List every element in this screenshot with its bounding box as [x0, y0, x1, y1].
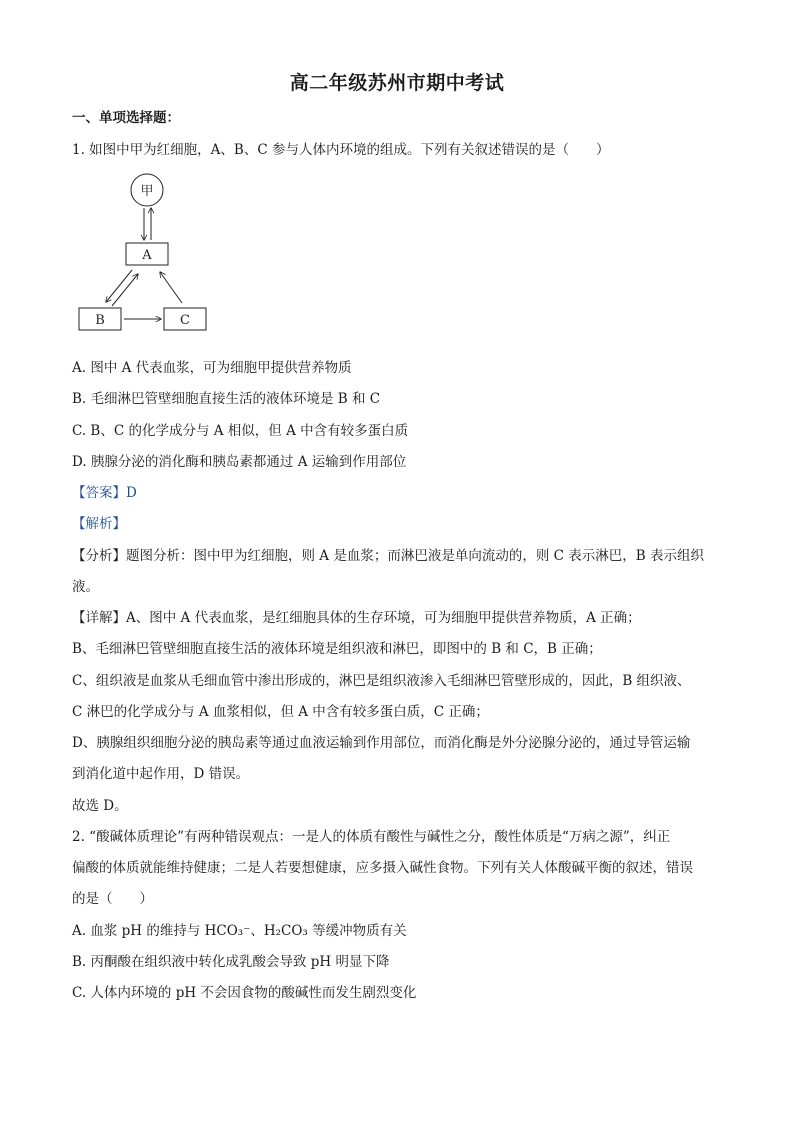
q2-option-b: B. 丙酮酸在组织液中转化成乳酸会导致 pH 明显下降 [72, 954, 390, 970]
q1-conclusion: 故选 D。 [72, 798, 128, 814]
question-1-stem: 1. 如图中甲为红细胞，A、B、C 参与人体内环境的组成。下列有关叙述错误的是（ ） [72, 142, 610, 158]
q1-detail-line: C 淋巴的化学成分与 A 血浆相似，但 A 中含有较多蛋白质，C 正确； [72, 704, 489, 720]
question-2-stem: 的是（ ） [72, 891, 153, 907]
node-jia-label: 甲 [140, 184, 154, 199]
node-c-label: C [180, 313, 190, 328]
q1-analysis-line: 液。 [72, 579, 99, 595]
q1-analysis-line: 【分析】题图分析：图中甲为红细胞，则 A 是血浆；而淋巴液是单向流动的，则 C 表示淋巴，B 表示组织 [72, 548, 704, 564]
arrow-c-to-a [160, 272, 182, 303]
q1-detail-line: 到消化道中起作用，D 错误。 [72, 766, 250, 782]
q1-analysis-label: 【解析】 [72, 516, 126, 532]
question-2-stem: 偏酸的体质就能维持健康；二是人若要想健康，应多摄入碱性食物。下列有关人体酸碱平衡的叙述，错误 [72, 860, 693, 876]
q1-detail-line: C、组织液是血浆从毛细血管中渗出形成的，淋巴是组织液渗入毛细淋巴管壁形成的，因此，B 组织液、 [72, 673, 691, 689]
q1-diagram [72, 170, 222, 340]
node-a-label: A [142, 248, 152, 263]
q1-option-d: D. 胰腺分泌的消化酶和胰岛素都通过 A 运输到作用部位 [72, 454, 407, 470]
q1-option-b: B. 毛细淋巴管壁细胞直接生活的液体环境是 B 和 C [72, 391, 381, 407]
q1-detail-line: D、胰腺组织细胞分泌的胰岛素等通过血液运输到作用部位，而消化酶是外分泌腺分泌的，通过导管运输 [72, 735, 691, 751]
q1-detail-line: 【详解】A、图中 A 代表血浆，是红细胞具体的生存环境，可为细胞甲提供营养物质，A 正确； [72, 610, 641, 626]
q1-detail-line: B、毛细淋巴管壁细胞直接生活的液体环境是组织液和淋巴，即图中的 B 和 C，B 正确； [72, 641, 602, 657]
q1-answer: 【答案】D [72, 485, 137, 501]
node-b-label: B [95, 313, 105, 328]
page-title: 高二年级苏州市期中考试 [289, 72, 505, 94]
q1-option-c: C. B、C 的化学成分与 A 相似，但 A 中含有较多蛋白质 [72, 423, 409, 439]
section-heading: 一、单项选择题： [72, 110, 180, 126]
q2-option-a: A. 血浆 pH 的维持与 HCO₃⁻、H₂CO₃ 等缓冲物质有关 [72, 923, 407, 939]
q1-option-a: A. 图中 A 代表血浆，可为细胞甲提供营养物质 [72, 360, 352, 376]
q2-option-c: C. 人体内环境的 pH 不会因食物的酸碱性而发生剧烈变化 [72, 985, 417, 1001]
question-2-stem: 2. “酸碱体质理论”有两种错误观点：一是人的体质有酸性与碱性之分，酸性体质是“万病之源”，纠正 [72, 829, 671, 845]
